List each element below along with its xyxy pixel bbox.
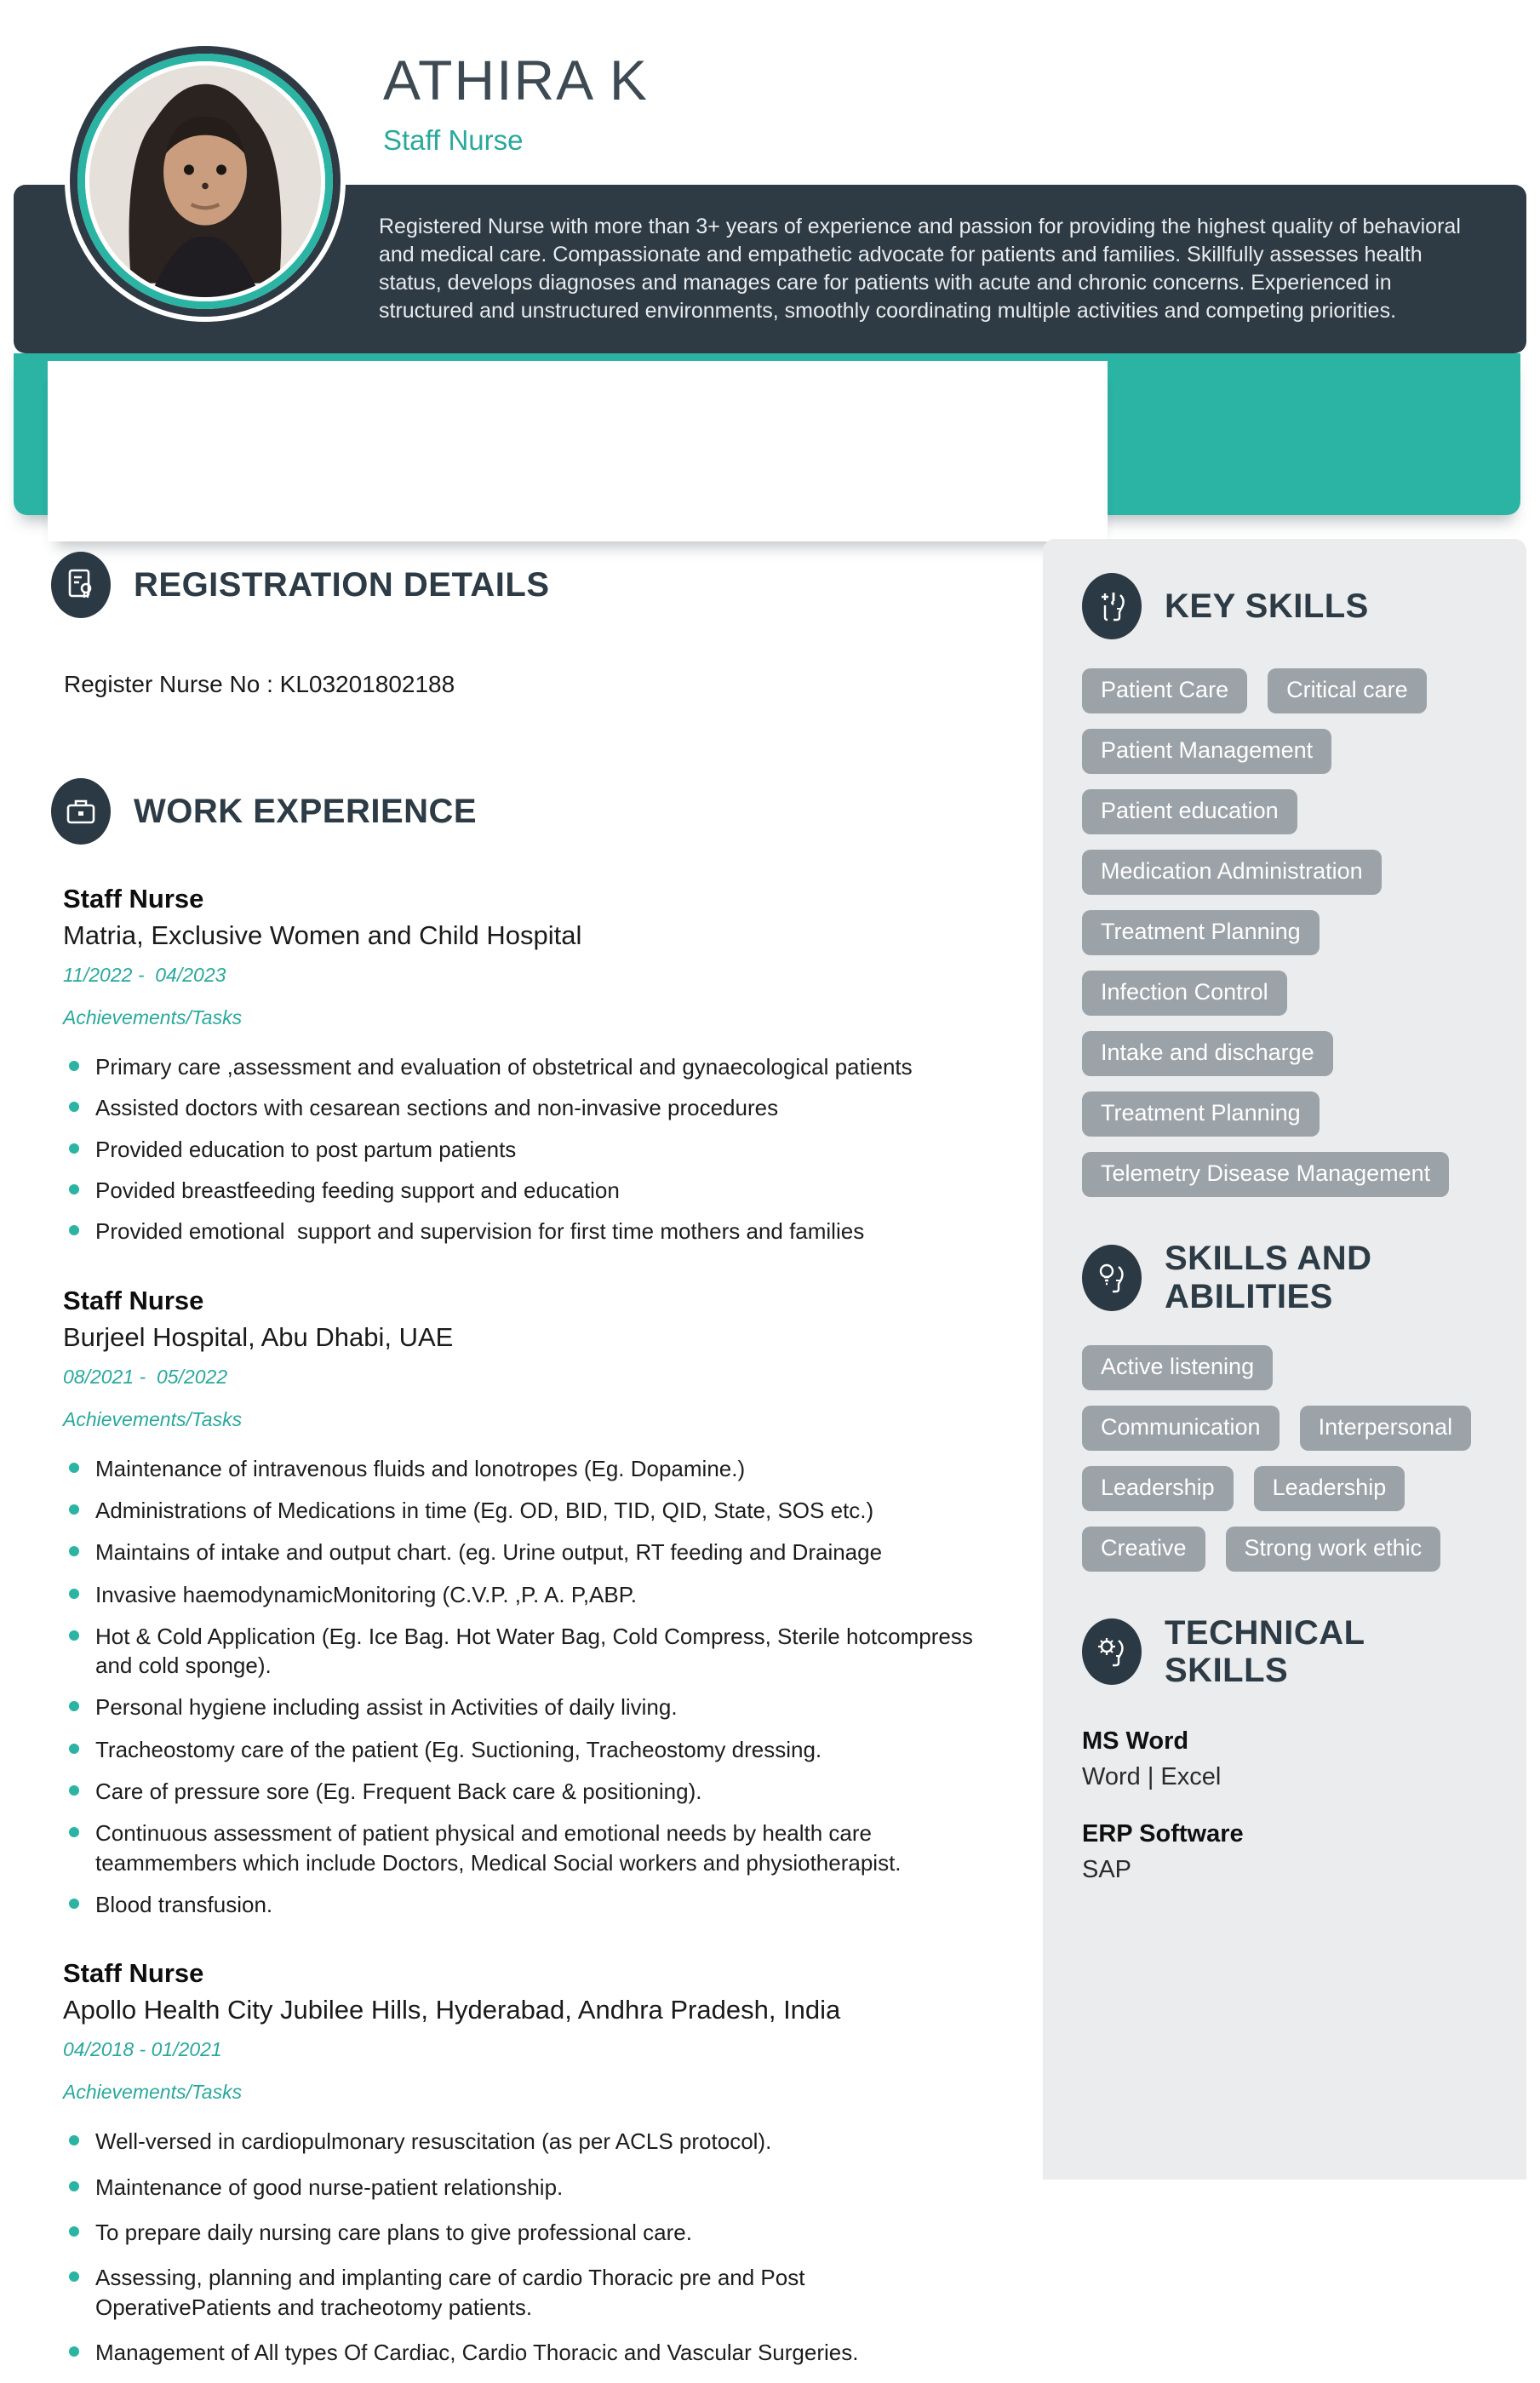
head-gear-icon xyxy=(1082,1618,1142,1685)
profile-summary: Registered Nurse with more than 3+ years of experience and passion for providing the highest quality of behavioral and medical care. Compassionate and empathetic advocate for patients and families. Skillfully assesses health status, develops diagnoses and manages care for patients with acute and chronic concerns. Experienced in structured and unstructured environments, smoothly coordinating multiple activities and competing priorities. xyxy=(379,215,1461,323)
task-bullet: Povided breastfeeding feeding support and education xyxy=(63,1176,982,1205)
candidate-title: Staff Nurse xyxy=(383,124,524,156)
task-bullet: Provided emotional support and supervision for first time mothers and families xyxy=(63,1217,982,1246)
tag-row xyxy=(1082,1345,1492,1390)
key-skills-heading: KEY SKILLS xyxy=(1165,587,1369,625)
technical-skills-list xyxy=(1082,1727,1492,1884)
task-bullet: Invasive haemodynamicMonitoring (C.V.P. ,P. A. P,ABP. xyxy=(63,1580,982,1609)
ability-tag: Creative xyxy=(1082,1527,1205,1572)
job-bullet-list xyxy=(63,2127,1015,2367)
tag-row xyxy=(1082,850,1492,895)
registration-heading: REGISTRATION DETAILS xyxy=(134,565,550,604)
tech-item xyxy=(1082,1820,1492,1884)
task-bullet: Provided education to post partum patients xyxy=(63,1135,982,1164)
task-bullet: Assessing, planning and implanting care of cardio Thoracic pre and Post OperativePatients and tracheotomy patients. xyxy=(63,2263,982,2322)
task-bullet: Continuous assessment of patient physical and emotional needs by health care teammembers which include Doctors, Medical Social workers and physiotherapist. xyxy=(63,1819,982,1877)
job-dates: 04/2018 - 01/2021 xyxy=(63,2038,222,2061)
tag-row xyxy=(1082,1406,1492,1451)
skill-tag: Medication Administration xyxy=(1082,850,1382,895)
tech-item-detail: SAP xyxy=(1082,1856,1132,1884)
task-bullet: Well-versed in cardiopulmonary resuscitation (as per ACLS protocol). xyxy=(63,2127,982,2156)
task-bullet: Blood transfusion. xyxy=(63,1890,982,1919)
job-bullet-list xyxy=(63,1052,1015,1246)
task-bullet: To prepare daily nursing care plans to give professional care. xyxy=(63,2218,982,2247)
job-bullet-list xyxy=(63,1454,1015,1920)
task-bullet: Maintenance of intravenous fluids and lonotropes (Eg. Dopamine.) xyxy=(63,1454,982,1483)
job-company: Matria, Exclusive Women and Child Hospital xyxy=(63,920,582,950)
task-bullet: Administrations of Medications in time (Eg. OD, BID, TID, QID, State, SOS etc.) xyxy=(63,1496,982,1525)
task-bullet: Primary care ,assessment and evaluation of obstetrical and gynaecological patients xyxy=(63,1052,982,1081)
tag-row xyxy=(1082,1527,1492,1572)
ability-tag: Interpersonal xyxy=(1300,1406,1472,1451)
certificate-icon xyxy=(51,552,111,618)
work-section-header xyxy=(51,778,1015,845)
job-company: Apollo Health City Jubilee Hills, Hyderabad, Andhra Pradesh, India xyxy=(63,1995,841,2025)
skill-tag: Treatment Planning xyxy=(1082,910,1320,955)
job-tasks-label: Achievements/Tasks xyxy=(63,1006,243,1028)
task-bullet: Maintenance of good nurse-patient relationship. xyxy=(63,2173,982,2202)
tech-item-name: MS Word xyxy=(1082,1727,1189,1756)
job-tasks-label: Achievements/Tasks xyxy=(63,1407,243,1430)
tag-row xyxy=(1082,668,1492,713)
tag-row xyxy=(1082,1091,1492,1137)
ability-tag: Active listening xyxy=(1082,1345,1273,1390)
tag-row xyxy=(1082,1152,1492,1197)
tag-row xyxy=(1082,729,1492,774)
content-card xyxy=(48,361,1108,541)
skill-tag: Telemetry Disease Management xyxy=(1082,1152,1449,1197)
job-title: Staff Nurse xyxy=(63,1958,204,1989)
key-skills-header xyxy=(1082,573,1492,639)
ability-tag: Leadership xyxy=(1254,1466,1405,1511)
task-bullet: Management of All types Of Cardiac, Cardio Thoracic and Vascular Surgeries. xyxy=(63,2338,982,2367)
skill-tag: Patient Care xyxy=(1082,668,1247,713)
candidate-name: ATHIRA K xyxy=(383,49,649,112)
avatar xyxy=(65,41,346,322)
registration-section-header xyxy=(51,552,1015,618)
tech-item-detail: Word | Excel xyxy=(1082,1763,1222,1791)
job-company: Burjeel Hospital, Abu Dhabi, UAE xyxy=(63,1321,454,1352)
work-heading: WORK EXPERIENCE xyxy=(134,792,478,830)
job-entry xyxy=(63,884,1015,1246)
technical-skills-header xyxy=(1082,1614,1492,1691)
head-lightbulb-icon xyxy=(1082,1245,1142,1311)
skills-abilities-header xyxy=(1082,1240,1492,1316)
main-column xyxy=(51,552,1015,2383)
skill-tag: Infection Control xyxy=(1082,971,1287,1016)
tag-row xyxy=(1082,1466,1492,1511)
tag-row xyxy=(1082,789,1492,834)
tech-item xyxy=(1082,1727,1492,1791)
tag-row xyxy=(1082,1031,1492,1076)
key-skills-tags xyxy=(1082,668,1492,1197)
sidebar xyxy=(1043,539,1526,2180)
briefcase-icon xyxy=(51,778,111,845)
job-title: Staff Nurse xyxy=(63,884,204,914)
task-bullet: Tracheostomy care of the patient (Eg. Suctioning, Tracheostomy dressing. xyxy=(63,1735,982,1764)
technical-skills-heading: TECHNICAL SKILLS xyxy=(1165,1613,1365,1690)
task-bullet: Care of pressure sore (Eg. Frequent Back care & positioning). xyxy=(63,1777,982,1806)
job-entry xyxy=(63,1286,1015,1920)
tech-item-name: ERP Software xyxy=(1082,1820,1244,1848)
profile-photo xyxy=(89,66,321,297)
skill-tag: Patient education xyxy=(1082,789,1297,834)
skill-tag: Intake and discharge xyxy=(1082,1031,1333,1076)
job-title: Staff Nurse xyxy=(63,1285,204,1315)
task-bullet: Assisted doctors with cesarean sections and non-invasive procedures xyxy=(63,1093,982,1122)
task-bullet: Hot & Cold Application (Eg. Ice Bag. Hot Water Bag, Cold Compress, Sterile hotcompress and cold sponge). xyxy=(63,1622,982,1681)
task-bullet: Personal hygiene including assist in Activities of daily living. xyxy=(63,1693,982,1721)
ability-tag: Communication xyxy=(1082,1406,1280,1451)
task-bullet: Maintains of intake and output chart. (eg. Urine output, RT feeding and Drainage xyxy=(63,1538,982,1567)
skill-tag: Treatment Planning xyxy=(1082,1091,1320,1137)
ability-tag: Leadership xyxy=(1082,1466,1234,1511)
tag-row xyxy=(1082,971,1492,1016)
job-dates: 08/2021 - 05/2022 xyxy=(63,1365,228,1388)
tag-row xyxy=(1082,910,1492,955)
job-entry xyxy=(63,1958,1015,2367)
register-number: Register Nurse No : KL03201802188 xyxy=(64,671,455,697)
skill-tag: Patient Management xyxy=(1082,729,1331,774)
skills-abilities-heading: SKILLS AND ABILITIES xyxy=(1165,1240,1372,1315)
skills-abilities-tags xyxy=(1082,1345,1492,1572)
skill-tag: Critical care xyxy=(1268,668,1427,713)
name-block xyxy=(383,48,649,157)
job-tasks-label: Achievements/Tasks xyxy=(63,2081,243,2104)
head-tools-icon xyxy=(1082,573,1142,639)
job-dates: 11/2022 - 04/2023 xyxy=(63,964,226,986)
ability-tag: Strong work ethic xyxy=(1226,1527,1441,1572)
